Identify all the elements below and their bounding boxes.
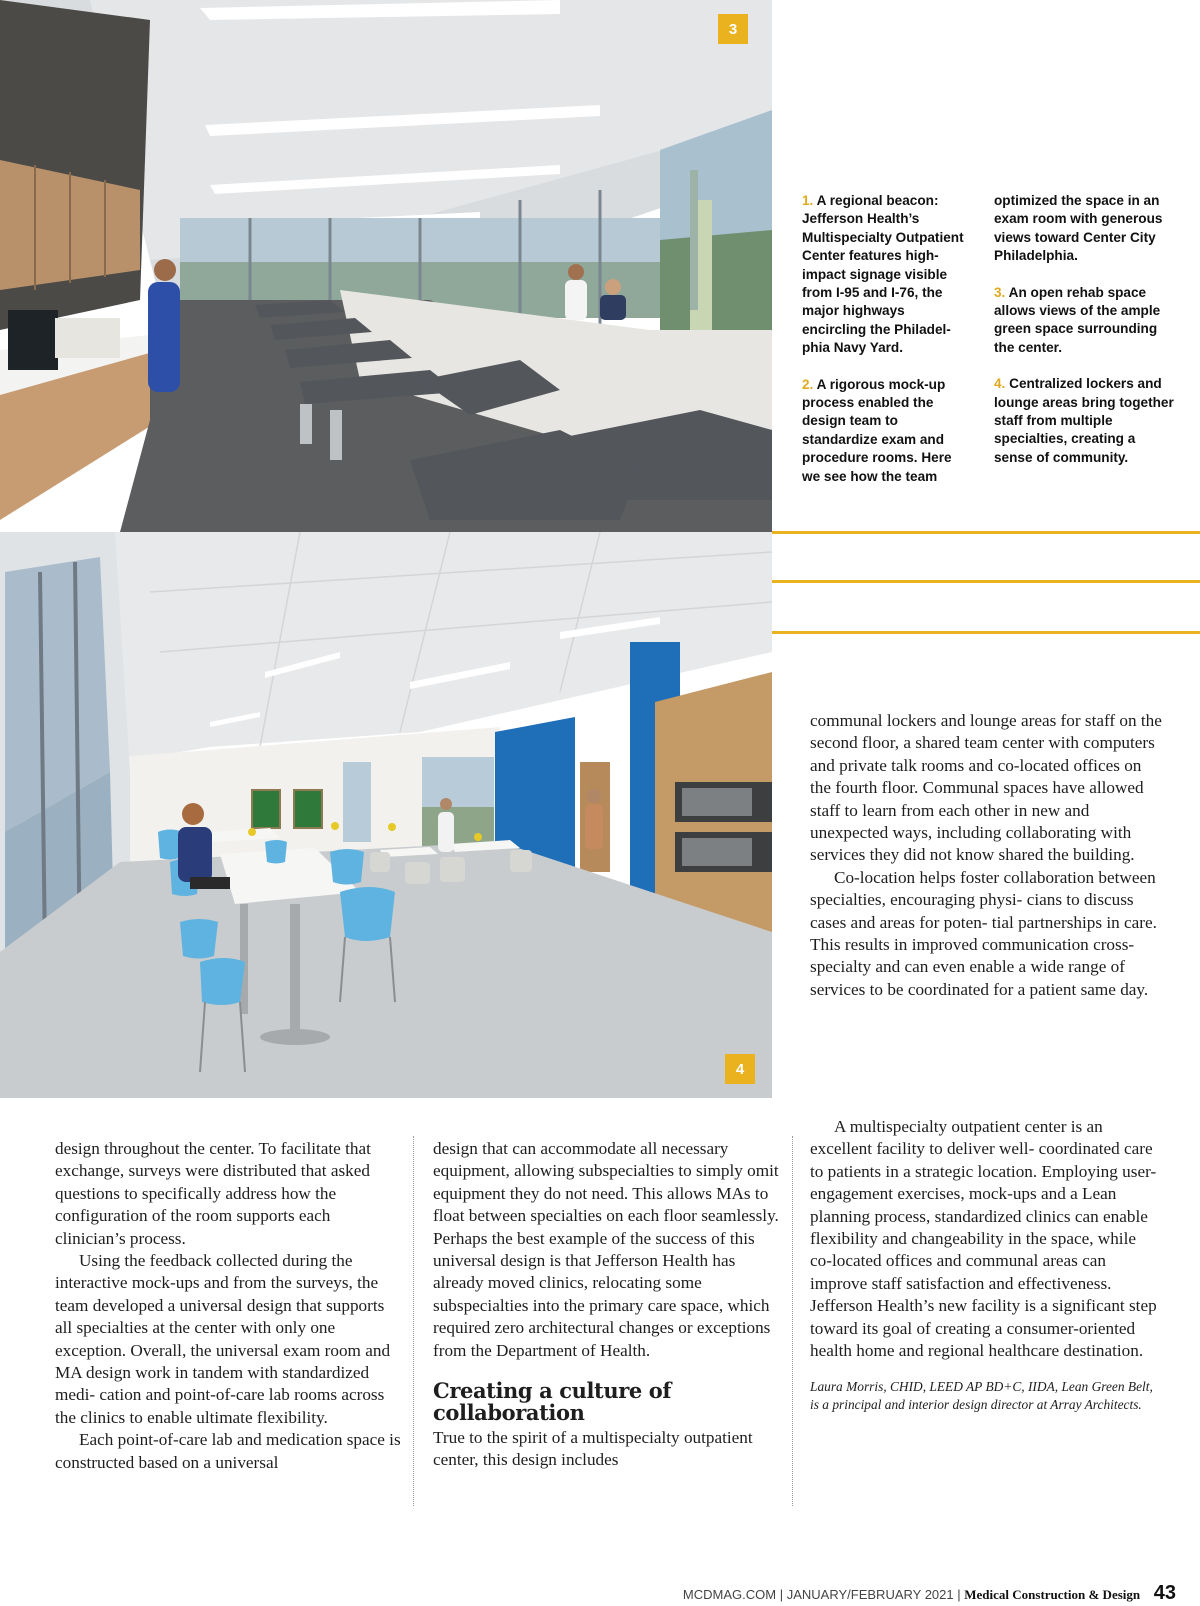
page-number: 43 bbox=[1153, 1582, 1176, 1604]
caption-number: 4. bbox=[994, 376, 1006, 392]
section-heading: Creating a culture of collaboration bbox=[433, 1378, 671, 1426]
body-column-1 bbox=[55, 1138, 405, 1474]
caption-text: An open rehab space allows views of the ample green space surrounding the center. bbox=[994, 284, 1161, 355]
body-paragraph: design that can accommodate all necessary equipment, allowing subspecialties to simply omit equipment they do not need. This allows MAs to float between specialties on each floor seamlessly. Perhaps the best example of the success of this universal design is that Jefferson Health has already moved clinics, relocating some subspecialties into the primary care space, which required zero architectural changes or exceptions from the Department of Health. bbox=[433, 1139, 779, 1360]
column-divider bbox=[413, 1136, 414, 1506]
accent-rule bbox=[772, 631, 1200, 634]
caption-text: Centralized lockers and lounge areas bring together staff from multiple specialties, creating a sense of community. bbox=[994, 376, 1174, 465]
photo-number-badge: 3 bbox=[718, 14, 748, 44]
caption-4 bbox=[994, 375, 1174, 467]
body-column-2 bbox=[433, 1138, 783, 1472]
body-paragraph: Co-location helps foster collaboration between specialties, encouraging physi- cians to discuss cases and areas for poten- tial partnerships in care. This results in improved communication cross-specialty and can even enable a wide range of services to be coordinated for a patient same day. bbox=[810, 867, 1157, 999]
author-bio: Laura Morris, CHID, LEED AP BD+C, IIDA, Lean Green Belt, is a principal and interior design director at Array Architects. bbox=[810, 1379, 1153, 1413]
body-paragraph: A multispecialty outpatient center is an excellent facility to deliver well- coordinated care to patients in a strategic location. Employing user-engagement exercises, mock-ups and a Lean planning process, standardized clinics can enable flexibility and changeability in the space, while co-located offices and communal areas can improve staff satisfaction and effectiveness. Jefferson Health’s new facility is a significant step toward its goal of creating a consumer-oriented health home and regional healthcare destination. bbox=[810, 1117, 1157, 1361]
footer-magazine: Medical Construction & Design bbox=[964, 1587, 1141, 1602]
body-paragraph: Using the feedback collected during the interactive mock-ups and from the surveys, the team developed a universal design that supports all specialties at the center with only one exception. Overall, the universal exam room and MA design work in tandem with standardized medi- cation and point-of-care lab rooms across the clinics to enable ultimate flexibility. bbox=[55, 1251, 391, 1427]
caption-column-left bbox=[802, 192, 972, 504]
body-column-3 bbox=[810, 1116, 1160, 1414]
body-paragraph: Each point-of-care lab and medication space is constructed based on a universal bbox=[55, 1430, 401, 1472]
caption-number: 3. bbox=[994, 284, 1006, 300]
caption-3 bbox=[994, 284, 1174, 358]
body-paragraph: design throughout the center. To facilitate that exchange, surveys were distributed that asked questions to specifically address how the configuration of the room supports each clinician’s process. bbox=[55, 1139, 371, 1248]
footer-issue: JANUARY/FEBRUARY 2021 bbox=[786, 1587, 954, 1602]
photo-number-badge: 4 bbox=[725, 1054, 755, 1084]
body-paragraph: communal lockers and lounge areas for staff on the second floor, a shared team center with computers and private talk rooms and co-located offices on the fourth floor. Communal spaces have allowed staff to learn from each other in new and unexpected ways, including collaborating with services they did not know shared the building. bbox=[810, 711, 1162, 865]
caption-text: A rigorous mock-up process enabled the design team to standardize exam and procedure rooms. Here we see how the team bbox=[802, 376, 952, 484]
body-paragraph: True to the spirit of a multispecialty outpatient center, this design includes bbox=[433, 1427, 753, 1470]
footer-separator: | bbox=[779, 1587, 784, 1602]
caption-1 bbox=[802, 192, 972, 358]
caption-2 bbox=[802, 376, 972, 486]
caption-number: 2. bbox=[802, 376, 814, 392]
caption-column-right bbox=[994, 192, 1174, 485]
photo-staff-lounge bbox=[0, 532, 772, 1098]
footer-site: MCDMAG.COM bbox=[682, 1587, 777, 1602]
accent-rule bbox=[772, 580, 1200, 583]
caption-number: 1. bbox=[802, 193, 814, 208]
body-column-right-upper bbox=[810, 710, 1162, 1001]
footer-separator: | bbox=[957, 1587, 961, 1602]
column-divider bbox=[792, 1136, 793, 1506]
accent-rule bbox=[772, 531, 1200, 534]
page-footer bbox=[683, 1582, 1176, 1605]
caption-text: A regional beacon: Jefferson Health’s Multispecialty Outpatient Center features high-impact signage visible from I-95 and I-76, the major highways encircling the Philadel- phia Navy Yard. bbox=[802, 193, 964, 356]
caption-2-continued: optimized the space in an exam room with generous views toward Center City Philadelphia. bbox=[994, 193, 1163, 264]
photo-rehab-space bbox=[0, 0, 772, 532]
